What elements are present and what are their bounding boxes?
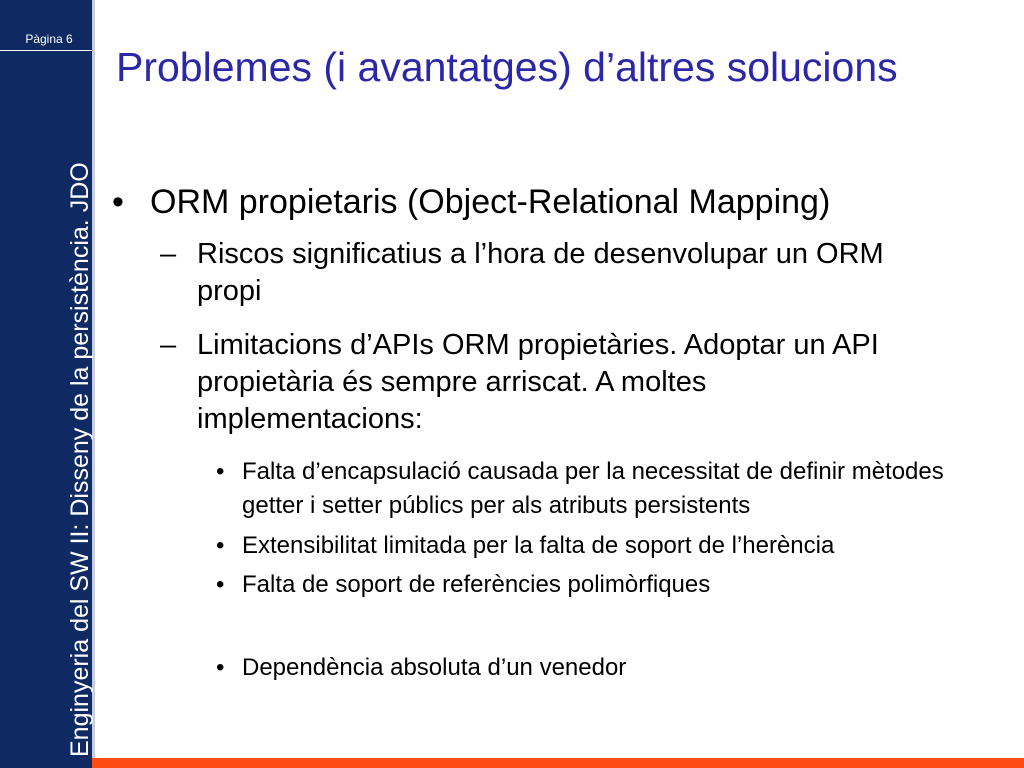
subbullet-text: Riscos significatius a l’hora de desenvolupar un ORM propi — [197, 238, 884, 307]
course-title-vertical: Enginyeria del SW II: Disseny de la persistència. JDO — [66, 162, 94, 757]
bullet-marker: • — [112, 183, 124, 221]
subbullet-marker: – — [160, 329, 177, 361]
subsubbullet-text: Falta d’encapsulació causada per la necessitat de definir mètodes getter i setter públics per als atributs persistents — [242, 458, 944, 519]
subsubbullet-text: Extensibilitat limitada per la falta de soport de l’herència — [242, 532, 835, 559]
subsubbullet-text: Dependència absoluta d’un venedor — [242, 654, 627, 681]
page-number-rule — [0, 50, 92, 51]
bottom-accent-bar — [92, 758, 1024, 768]
subsubbullet-marker: • — [216, 458, 225, 485]
page-number-label: Pàgina 6 — [25, 32, 73, 46]
subbullet-marker: – — [160, 238, 177, 270]
subsubbullet-marker: • — [216, 571, 225, 598]
subsubbullet-text: Falta de soport de referències polimòrfiques — [242, 571, 711, 598]
bullet-text: ORM propietaris (Object-Relational Mapping) — [150, 183, 831, 221]
slide-title: Problemes (i avantatges) d’altres solucions — [116, 44, 898, 90]
subsubbullet-marker: • — [216, 532, 225, 559]
subbullet-text: Limitacions d’APIs ORM propietàries. Adoptar un API propietària és sempre arriscat. A moltes implementacions: — [197, 329, 879, 435]
subsubbullet-marker: • — [216, 654, 225, 681]
